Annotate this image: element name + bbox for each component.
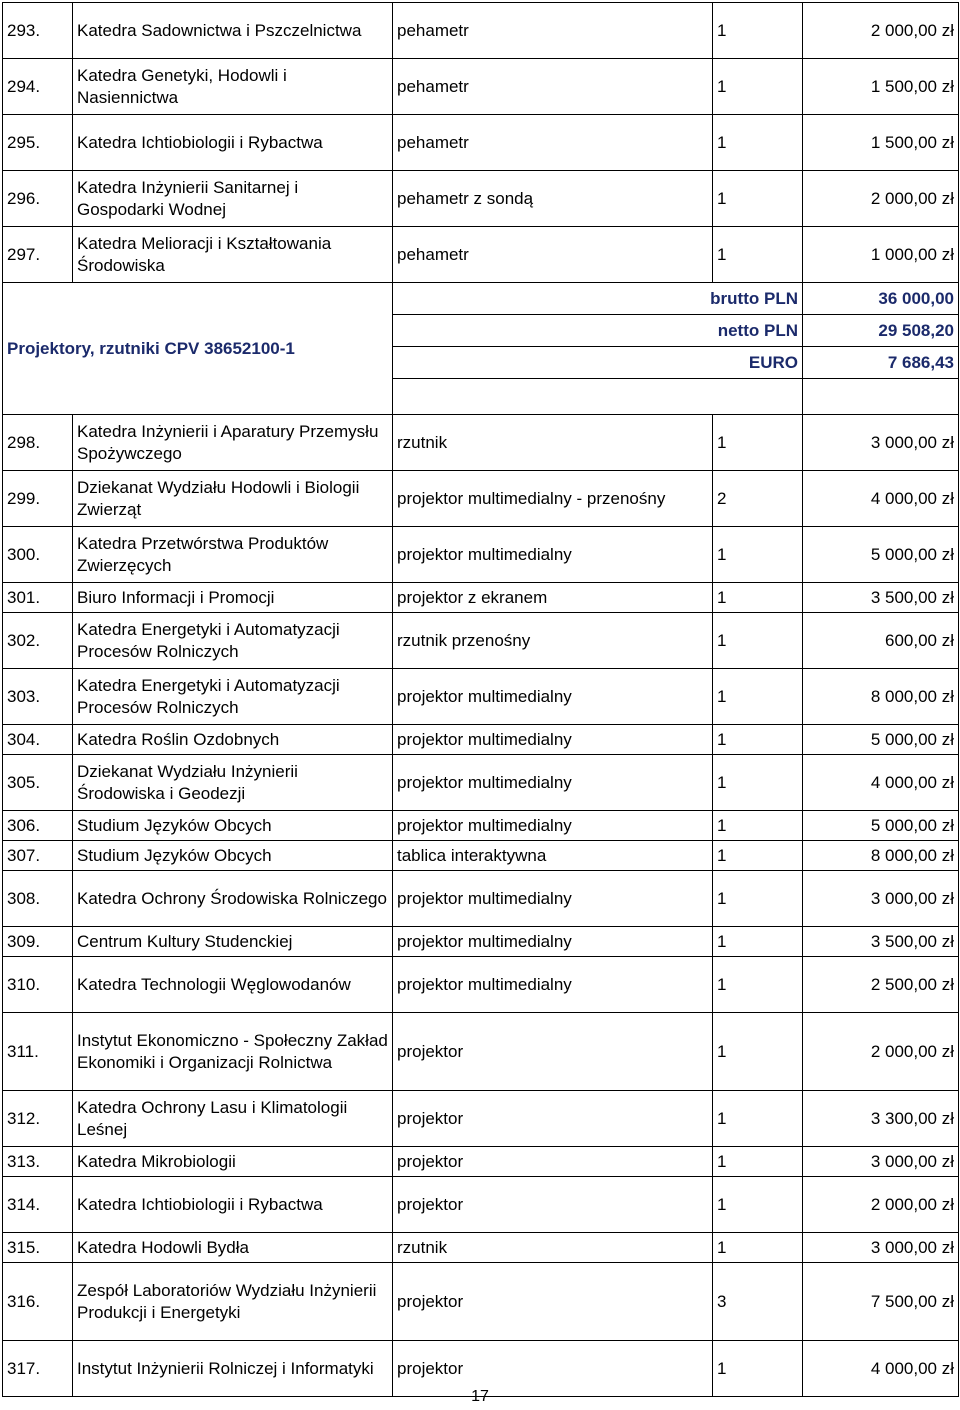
summary-label: brutto PLN <box>393 283 803 315</box>
row-number: 306. <box>3 811 73 841</box>
quantity: 1 <box>713 927 803 957</box>
table-row <box>3 1013 959 1091</box>
quantity: 2 <box>713 471 803 527</box>
item-name: projektor <box>393 1341 713 1397</box>
value: 8 000,00 zł <box>803 669 959 725</box>
item-name: pehametr z sondą <box>393 171 713 227</box>
table-row <box>3 841 959 871</box>
table-row <box>3 1177 959 1233</box>
item-name: tablica interaktywna <box>393 841 713 871</box>
equipment-table <box>2 2 959 1397</box>
item-name: pehametr <box>393 227 713 283</box>
summary-row <box>3 283 959 315</box>
row-number: 316. <box>3 1263 73 1341</box>
quantity: 1 <box>713 669 803 725</box>
quantity: 1 <box>713 171 803 227</box>
item-name: pehametr <box>393 115 713 171</box>
unit-name: Katedra Melioracji i Kształtowania Środowiska <box>73 227 393 283</box>
item-name: projektor multimedialny <box>393 927 713 957</box>
table-row <box>3 171 959 227</box>
value: 2 500,00 zł <box>803 957 959 1013</box>
row-number: 312. <box>3 1091 73 1147</box>
quantity: 1 <box>713 227 803 283</box>
value: 3 000,00 zł <box>803 871 959 927</box>
summary-label: netto PLN <box>393 315 803 347</box>
unit-name: Katedra Inżynierii Sanitarnej i Gospodarki Wodnej <box>73 171 393 227</box>
unit-name: Katedra Mikrobiologii <box>73 1147 393 1177</box>
row-number: 307. <box>3 841 73 871</box>
row-number: 305. <box>3 755 73 811</box>
quantity: 3 <box>713 1263 803 1341</box>
quantity: 1 <box>713 1091 803 1147</box>
unit-name: Katedra Technologii Węglowodanów <box>73 957 393 1013</box>
row-number: 302. <box>3 613 73 669</box>
row-number: 310. <box>3 957 73 1013</box>
summary-spacer <box>393 379 803 415</box>
item-name: projektor multimedialny <box>393 669 713 725</box>
summary-spacer <box>803 379 959 415</box>
value: 3 000,00 zł <box>803 415 959 471</box>
quantity: 1 <box>713 957 803 1013</box>
row-number: 315. <box>3 1233 73 1263</box>
value: 3 300,00 zł <box>803 1091 959 1147</box>
value: 3 000,00 zł <box>803 1147 959 1177</box>
quantity: 1 <box>713 725 803 755</box>
unit-name: Katedra Ochrony Lasu i Klimatologii Leśnej <box>73 1091 393 1147</box>
quantity: 1 <box>713 1177 803 1233</box>
value: 2 000,00 zł <box>803 1177 959 1233</box>
unit-name: Studium Języków Obcych <box>73 841 393 871</box>
quantity: 1 <box>713 1233 803 1263</box>
value: 1 000,00 zł <box>803 227 959 283</box>
unit-name: Instytut Inżynierii Rolniczej i Informatyki <box>73 1341 393 1397</box>
quantity: 1 <box>713 871 803 927</box>
value: 2 000,00 zł <box>803 1013 959 1091</box>
item-name: projektor <box>393 1147 713 1177</box>
unit-name: Katedra Sadownictwa i Pszczelnictwa <box>73 3 393 59</box>
table-row <box>3 725 959 755</box>
table-row <box>3 1091 959 1147</box>
unit-name: Katedra Ichtiobiologii i Rybactwa <box>73 115 393 171</box>
page-number: 17 <box>471 1388 489 1405</box>
unit-name: Studium Języków Obcych <box>73 811 393 841</box>
item-name: projektor <box>393 1013 713 1091</box>
quantity: 1 <box>713 527 803 583</box>
row-number: 295. <box>3 115 73 171</box>
summary-value: 7 686,43 <box>803 347 959 379</box>
table-row <box>3 957 959 1013</box>
value: 3 500,00 zł <box>803 927 959 957</box>
item-name: pehametr <box>393 59 713 115</box>
summary-value: 29 508,20 <box>803 315 959 347</box>
table-row <box>3 3 959 59</box>
row-number: 297. <box>3 227 73 283</box>
rows-a-body <box>3 3 959 283</box>
item-name: projektor <box>393 1091 713 1147</box>
row-number: 308. <box>3 871 73 927</box>
row-number: 311. <box>3 1013 73 1091</box>
item-name: projektor multimedialny <box>393 725 713 755</box>
table-row <box>3 755 959 811</box>
row-number: 300. <box>3 527 73 583</box>
value: 5 000,00 zł <box>803 527 959 583</box>
rows-b-body <box>3 415 959 1397</box>
unit-name: Katedra Roślin Ozdobnych <box>73 725 393 755</box>
unit-name: Katedra Ichtiobiologii i Rybactwa <box>73 1177 393 1233</box>
row-number: 298. <box>3 415 73 471</box>
unit-name: Katedra Inżynierii i Aparatury Przemysłu Spożywczego <box>73 415 393 471</box>
quantity: 1 <box>713 59 803 115</box>
quantity: 1 <box>713 1013 803 1091</box>
value: 3 000,00 zł <box>803 1233 959 1263</box>
row-number: 301. <box>3 583 73 613</box>
item-name: pehametr <box>393 3 713 59</box>
unit-name: Dziekanat Wydziału Inżynierii Środowiska i Geodezji <box>73 755 393 811</box>
table-row <box>3 583 959 613</box>
row-number: 313. <box>3 1147 73 1177</box>
quantity: 1 <box>713 755 803 811</box>
unit-name: Zespół Laboratoriów Wydziału Inżynierii Produkcji i Energetyki <box>73 1263 393 1341</box>
value: 3 500,00 zł <box>803 583 959 613</box>
table-row <box>3 59 959 115</box>
table-row <box>3 1233 959 1263</box>
unit-name: Biuro Informacji i Promocji <box>73 583 393 613</box>
value: 2 000,00 zł <box>803 3 959 59</box>
quantity: 1 <box>713 841 803 871</box>
item-name: projektor multimedialny <box>393 871 713 927</box>
section-cell: Projektory, rzutniki CPV 38652100-1 <box>3 283 393 415</box>
quantity: 1 <box>713 811 803 841</box>
value: 5 000,00 zł <box>803 725 959 755</box>
value: 4 000,00 zł <box>803 471 959 527</box>
unit-name: Katedra Hodowli Bydła <box>73 1233 393 1263</box>
row-number: 309. <box>3 927 73 957</box>
item-name: projektor z ekranem <box>393 583 713 613</box>
table-row <box>3 471 959 527</box>
unit-name: Dziekanat Wydziału Hodowli i Biologii Zwierząt <box>73 471 393 527</box>
row-number: 296. <box>3 171 73 227</box>
table-row <box>3 811 959 841</box>
unit-name: Katedra Ochrony Środowiska Rolniczego <box>73 871 393 927</box>
summary-value: 36 000,00 <box>803 283 959 315</box>
value: 8 000,00 zł <box>803 841 959 871</box>
table-row <box>3 1263 959 1341</box>
quantity: 1 <box>713 1341 803 1397</box>
table-row <box>3 527 959 583</box>
table-row <box>3 927 959 957</box>
unit-name: Katedra Przetwórstwa Produktów Zwierzęcych <box>73 527 393 583</box>
value: 1 500,00 zł <box>803 59 959 115</box>
table-row <box>3 415 959 471</box>
value: 600,00 zł <box>803 613 959 669</box>
unit-name: Instytut Ekonomiczno - Społeczny Zakład Ekonomiki i Organizacji Rolnictwa <box>73 1013 393 1091</box>
row-number: 314. <box>3 1177 73 1233</box>
table-row <box>3 669 959 725</box>
item-name: projektor multimedialny <box>393 811 713 841</box>
quantity: 1 <box>713 3 803 59</box>
row-number: 303. <box>3 669 73 725</box>
row-number: 317. <box>3 1341 73 1397</box>
value: 4 000,00 zł <box>803 1341 959 1397</box>
unit-name: Katedra Energetyki i Automatyzacji Procesów Rolniczych <box>73 669 393 725</box>
table-row <box>3 871 959 927</box>
item-name: projektor multimedialny <box>393 527 713 583</box>
table-row <box>3 613 959 669</box>
item-name: rzutnik <box>393 1233 713 1263</box>
item-name: projektor <box>393 1177 713 1233</box>
row-number: 293. <box>3 3 73 59</box>
value: 7 500,00 zł <box>803 1263 959 1341</box>
value: 5 000,00 zł <box>803 811 959 841</box>
unit-name: Centrum Kultury Studenckiej <box>73 927 393 957</box>
quantity: 1 <box>713 415 803 471</box>
table-row <box>3 115 959 171</box>
table-row <box>3 227 959 283</box>
value: 1 500,00 zł <box>803 115 959 171</box>
unit-name: Katedra Energetyki i Automatyzacji Procesów Rolniczych <box>73 613 393 669</box>
row-number: 304. <box>3 725 73 755</box>
row-number: 294. <box>3 59 73 115</box>
quantity: 1 <box>713 1147 803 1177</box>
unit-name: Katedra Genetyki, Hodowli i Nasiennictwa <box>73 59 393 115</box>
item-name: rzutnik <box>393 415 713 471</box>
quantity: 1 <box>713 613 803 669</box>
quantity: 1 <box>713 115 803 171</box>
value: 4 000,00 zł <box>803 755 959 811</box>
item-name: rzutnik przenośny <box>393 613 713 669</box>
item-name: projektor <box>393 1263 713 1341</box>
summary-label: EURO <box>393 347 803 379</box>
quantity: 1 <box>713 583 803 613</box>
row-number: 299. <box>3 471 73 527</box>
item-name: projektor multimedialny <box>393 957 713 1013</box>
summary-body <box>3 283 959 415</box>
table-row <box>3 1147 959 1177</box>
item-name: projektor multimedialny - przenośny <box>393 471 713 527</box>
item-name: projektor multimedialny <box>393 755 713 811</box>
value: 2 000,00 zł <box>803 171 959 227</box>
